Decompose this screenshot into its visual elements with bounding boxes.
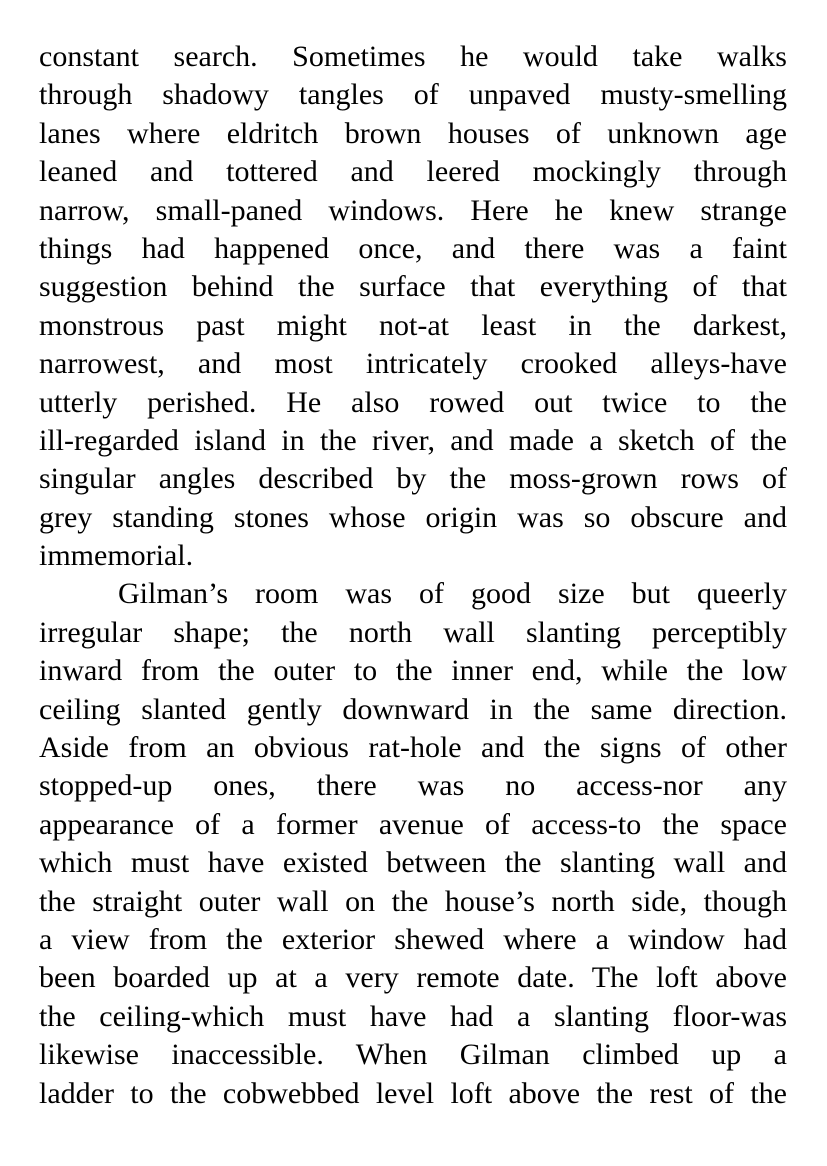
text-line: lanes where eldritch brown houses of unknown age [39,116,787,150]
text-line: grey standing stones whose origin was so obscure and [39,500,787,534]
text-line: Aside from an obvious rat-hole and the signs of other [39,731,787,765]
text-line: Gilman’s room was of good size but queerly [118,577,787,611]
text-line: singular angles described by the moss-grown rows of [39,462,787,496]
text-line: inward from the outer to the inner end, while the low [39,654,787,688]
text-line: immemorial. [39,539,194,573]
text-line: ill-regarded island in the river, and made a sketch of the [39,423,787,457]
text-line: ladder to the cobwebbed level loft above the rest of the [39,1076,787,1110]
text-line: things had happened once, and there was a faint [39,231,787,265]
text-line: been boarded up at a very remote date. The loft above [39,961,787,995]
text-line: the ceiling-which must have had a slanting floor-was [39,999,787,1033]
paragraph-2 [39,575,787,1112]
text-line: monstrous past might not-at least in the darkest, [39,308,787,342]
text-line: narrow, small-paned windows. Here he knew strange [39,193,787,227]
text-line: which must have existed between the slanting wall and [39,846,787,880]
document-page [39,38,787,1113]
text-line: likewise inaccessible. When Gilman climbed up a [39,1038,787,1072]
text-line: suggestion behind the surface that everything of that [39,270,787,304]
text-line: ceiling slanted gently downward in the same direction. [39,692,787,726]
text-line: utterly perished. He also rowed out twice to the [39,385,787,419]
text-line: constant search. Sometimes he would take walks [39,40,787,73]
text-line: leaned and tottered and leered mockingly through [39,155,787,189]
text-line: appearance of a former avenue of access-to the space [39,807,787,841]
text-line: through shadowy tangles of unpaved musty-smelling [39,78,787,112]
paragraph-1 [39,38,787,575]
text-line: irregular shape; the north wall slanting perceptibly [39,615,787,649]
text-line: a view from the exterior shewed where a window had [39,922,787,956]
text-line: stopped-up ones, there was no access-nor any [39,769,787,803]
text-line: narrowest, and most intricately crooked alleys-have [39,347,787,381]
text-line: the straight outer wall on the house’s north side, though [39,884,787,918]
